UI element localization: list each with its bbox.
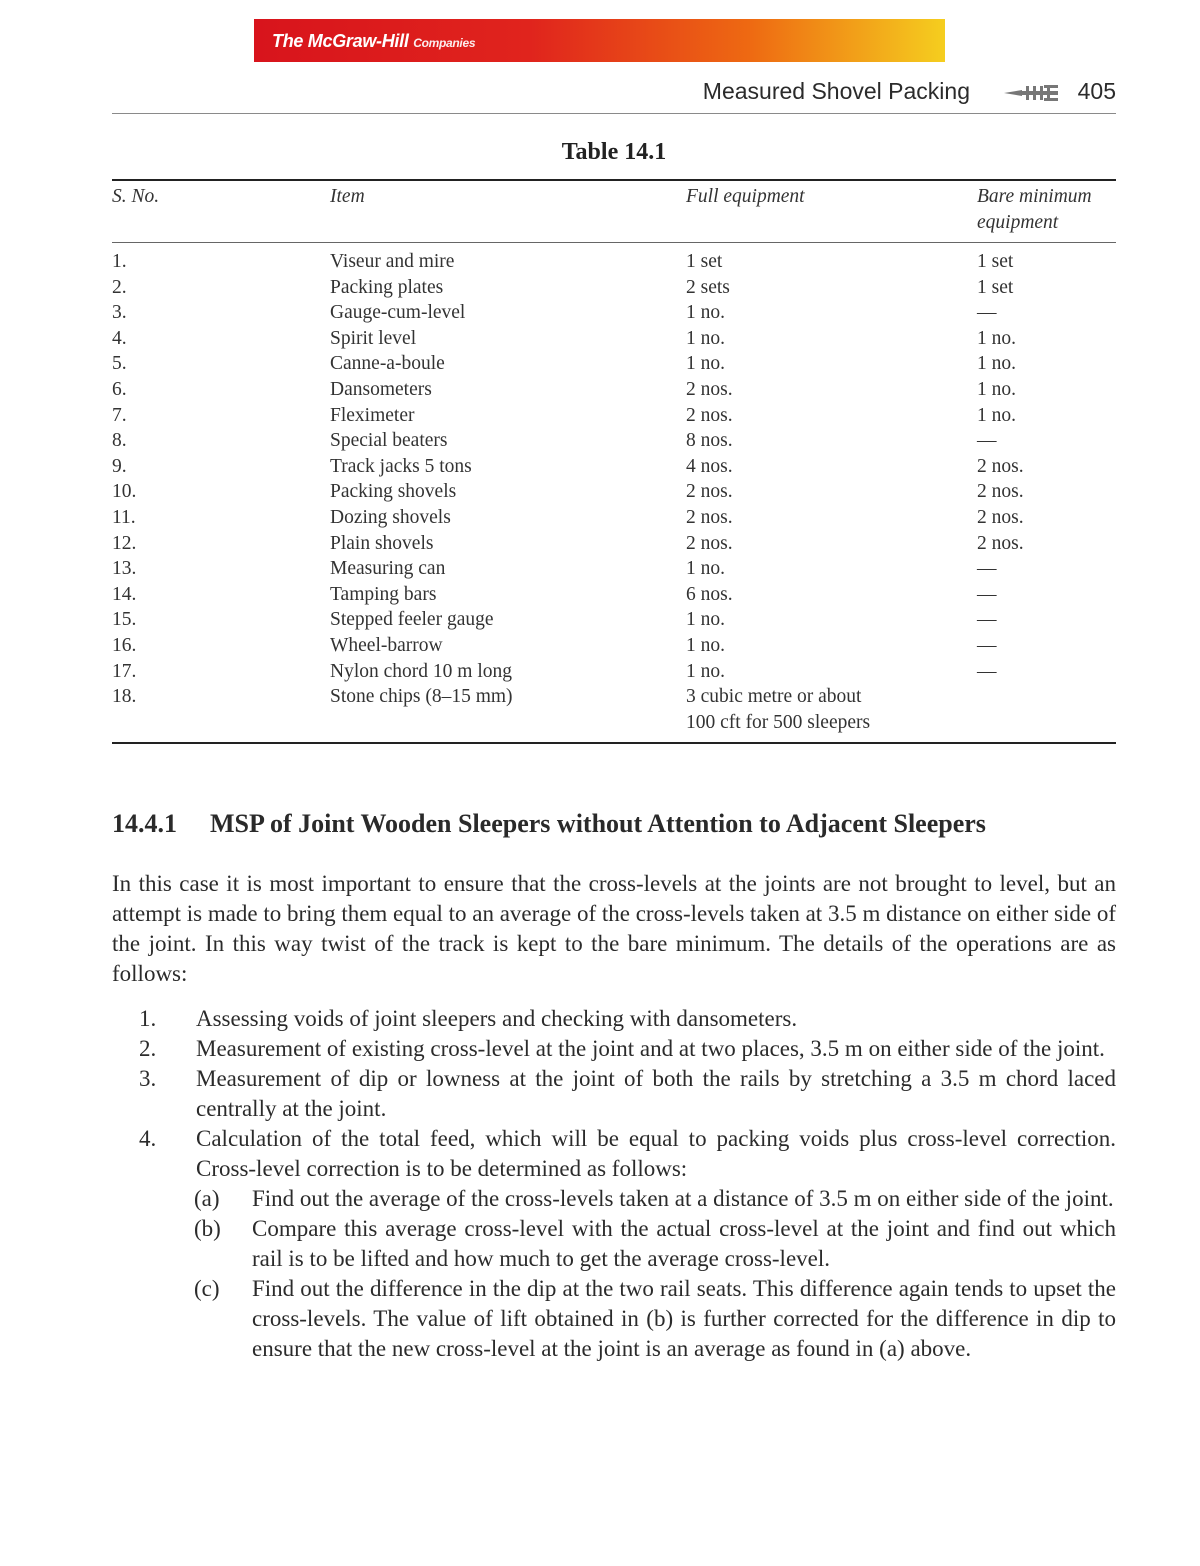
- cell-sno: 11.: [112, 506, 136, 528]
- list-item-text: Measurement of dip or lowness at the joint of both the rails by stretching a 3.5 m chord laced centrally at the joint.: [196, 1066, 1116, 1121]
- cell-item: Wheel-barrow: [330, 634, 443, 656]
- cell-bare: 1 no.: [977, 327, 1016, 349]
- cell-full: 1 no.: [686, 558, 725, 580]
- cell-item: Canne-a-boule: [330, 353, 445, 375]
- list-item-text: Assessing voids of joint sleepers and checking with dansometers.: [196, 1006, 798, 1031]
- list-item-text: Calculation of the total feed, which will be equal to packing voids plus cross-level correction. Cross-level correction is to be determined as follows:: [196, 1126, 1116, 1181]
- col-header-full: Full equipment: [686, 186, 805, 207]
- cell-full: 1 no.: [686, 609, 725, 631]
- col-header-bare: Bare minimum equipment: [977, 186, 1092, 233]
- table-header-rule: [112, 242, 1116, 243]
- cell-sno: 4.: [112, 327, 127, 349]
- cell-sno: 14.: [112, 583, 137, 605]
- cell-item: Packing shovels: [330, 481, 457, 503]
- cell-sno: 6.: [112, 378, 127, 400]
- list-item: [112, 1034, 1116, 1064]
- cell-bare: 2 nos.: [977, 455, 1024, 477]
- cell-full: 6 nos.: [686, 583, 733, 605]
- publisher-logo: [272, 31, 475, 52]
- cell-item: Special beaters: [330, 430, 448, 452]
- col-header-item: Item: [330, 186, 365, 207]
- cell-bare: 2 nos.: [977, 506, 1024, 528]
- operations-list: [112, 1004, 1116, 1364]
- list-item: [112, 1064, 1116, 1124]
- cell-full: 8 nos.: [686, 430, 733, 452]
- cell-item: Stepped feeler gauge: [330, 609, 494, 631]
- running-head-title: Measured Shovel Packing: [702, 78, 970, 104]
- cell-full: 1 no.: [686, 353, 725, 375]
- table-row: [112, 351, 1116, 377]
- cell-sno: 2.: [112, 276, 127, 298]
- cell-item: Tamping bars: [330, 583, 437, 605]
- cell-bare: —: [977, 302, 997, 324]
- cell-item: Plain shovels: [330, 532, 434, 554]
- cell-full: 1 no.: [686, 634, 725, 656]
- rail-track-icon: [1002, 84, 1060, 102]
- cell-bare: —: [977, 660, 997, 682]
- cell-full: 3 cubic metre or about: [686, 686, 862, 708]
- table-row: [112, 582, 1116, 608]
- cell-full: 1 no.: [686, 660, 725, 682]
- cell-sno: 16.: [112, 634, 137, 656]
- cell-bare: 1 no.: [977, 404, 1016, 426]
- running-head: [680, 76, 1116, 110]
- section-number: 14.4.1: [112, 809, 177, 838]
- page-number: 405: [1077, 78, 1116, 104]
- table-row: [112, 377, 1116, 403]
- cell-sno: 1.: [112, 251, 127, 272]
- publisher-logo-main: The McGraw-Hill: [272, 31, 409, 51]
- cell-bare: —: [977, 609, 997, 631]
- cell-bare: —: [977, 634, 997, 656]
- cell-full: 4 nos.: [686, 455, 733, 477]
- cell-sno: 8.: [112, 430, 127, 452]
- cell-sno: 3.: [112, 302, 127, 324]
- table-row: [112, 479, 1116, 505]
- cell-item: Spirit level: [330, 327, 417, 349]
- table-row: [112, 505, 1116, 531]
- table-row: [112, 403, 1116, 429]
- list-item-number: 1.: [139, 1006, 157, 1031]
- cell-bare: 2 nos.: [977, 481, 1024, 503]
- table-row: [112, 607, 1116, 633]
- cell-item: Dozing shovels: [330, 506, 451, 528]
- cell-sno: 12.: [112, 532, 137, 554]
- publisher-banner: [254, 19, 945, 62]
- cell-full: 2 sets: [686, 276, 730, 298]
- list-item-number: 2.: [139, 1036, 157, 1061]
- cell-sno: 15.: [112, 609, 137, 631]
- cell-sno: 17.: [112, 660, 137, 682]
- cell-sno: 10.: [112, 481, 137, 503]
- cell-bare: —: [977, 558, 997, 580]
- list-item-text: Measurement of existing cross-level at the joint and at two places, 3.5 m on either side of the joint.: [196, 1036, 1105, 1061]
- table-row: [112, 531, 1116, 557]
- cell-bare: 1 no.: [977, 353, 1016, 375]
- cell-item: Gauge-cum-level: [330, 302, 466, 324]
- sub-list-item: [112, 1274, 1116, 1364]
- cell-bare: 1 set: [977, 276, 1014, 298]
- table-title: Table 14.1: [561, 139, 667, 165]
- cell-item: Stone chips (8–15 mm): [330, 686, 513, 708]
- cell-item: Track jacks 5 tons: [330, 455, 472, 477]
- cell-item: Packing plates: [330, 276, 444, 298]
- cell-full: 1 set: [686, 251, 723, 272]
- sub-list-item: [112, 1214, 1116, 1274]
- intro-paragraph: In this case it is most important to ensure that the cross-levels at the joints are not brought to level, but an attempt is made to bring them equal to an average of the cross-levels taken at 3.5 m distance on either side of the joint. In this way twist of the track is kept to the bare minimum. The details of the operations are as follows:: [112, 871, 1117, 986]
- cell-full: 2 nos.: [686, 532, 733, 554]
- cell-item: Viseur and mire: [330, 251, 455, 272]
- cell-item: Measuring can: [330, 558, 446, 580]
- cell-full: 2 nos.: [686, 378, 733, 400]
- table-top-rule: [112, 179, 1116, 181]
- cell-full: 1 no.: [686, 302, 725, 324]
- cell-full-line2: 100 cft for 500 sleepers: [686, 711, 871, 733]
- cell-bare: 2 nos.: [977, 532, 1024, 554]
- cell-bare: 1 no.: [977, 378, 1016, 400]
- table-row: [112, 633, 1116, 659]
- list-item-number: 3.: [139, 1066, 157, 1091]
- cell-full: 2 nos.: [686, 506, 733, 528]
- cell-sno: 18.: [112, 686, 137, 708]
- section-title: MSP of Joint Wooden Sleepers without Attention to Adjacent Sleepers: [210, 809, 986, 838]
- publisher-logo-small: Companies: [413, 36, 476, 50]
- cell-bare: 1 set: [977, 251, 1014, 272]
- sub-list-item-label: (a): [194, 1186, 220, 1211]
- sub-list-item: [112, 1184, 1116, 1214]
- cell-bare: —: [977, 583, 997, 605]
- sub-list-item-text: Find out the difference in the dip at the two rail seats. This difference again tends to upset the cross-levels. The value of lift obtained in (b) is further corrected for the difference in dip to ensure that the new cross-level at the joint is an average as found in (a) above.: [252, 1276, 1116, 1361]
- table-row: [112, 300, 1116, 326]
- section-heading: [112, 809, 986, 839]
- sub-list-item-text: Compare this average cross-level with the actual cross-level at the joint and find out which rail is to be lifted and how much to get the average cross-level.: [252, 1216, 1116, 1271]
- list-item-number: 4.: [139, 1126, 157, 1151]
- table-row: [112, 428, 1116, 454]
- cell-full: 1 no.: [686, 327, 725, 349]
- table-row: [112, 249, 1116, 275]
- cell-sno: 9.: [112, 455, 127, 477]
- table-row: [112, 556, 1116, 582]
- table-row: [112, 684, 1116, 735]
- sub-list-item-text: Find out the average of the cross-levels taken at a distance of 3.5 m on either side of the joint.: [252, 1186, 1114, 1211]
- table-row: [112, 326, 1116, 352]
- table-row: [112, 454, 1116, 480]
- table-bottom-rule: [112, 742, 1116, 744]
- list-item: [112, 1004, 1116, 1034]
- header-rule: [112, 113, 1116, 114]
- table-body: [112, 249, 1116, 735]
- cell-item: Fleximeter: [330, 404, 415, 426]
- cell-full: 2 nos.: [686, 404, 733, 426]
- table-row: [112, 659, 1116, 685]
- cell-item: Nylon chord 10 m long: [330, 660, 512, 682]
- cell-sno: 5.: [112, 353, 127, 375]
- table-row: [112, 275, 1116, 301]
- col-header-sno: S. No.: [112, 186, 160, 207]
- sub-list-item-label: (b): [194, 1216, 221, 1241]
- cell-sno: 7.: [112, 404, 127, 426]
- cell-full: 2 nos.: [686, 481, 733, 503]
- cell-bare: —: [977, 430, 997, 452]
- sub-list-item-label: (c): [194, 1276, 220, 1301]
- list-item: [112, 1124, 1116, 1184]
- cell-sno: 13.: [112, 558, 137, 580]
- cell-item: Dansometers: [330, 378, 432, 400]
